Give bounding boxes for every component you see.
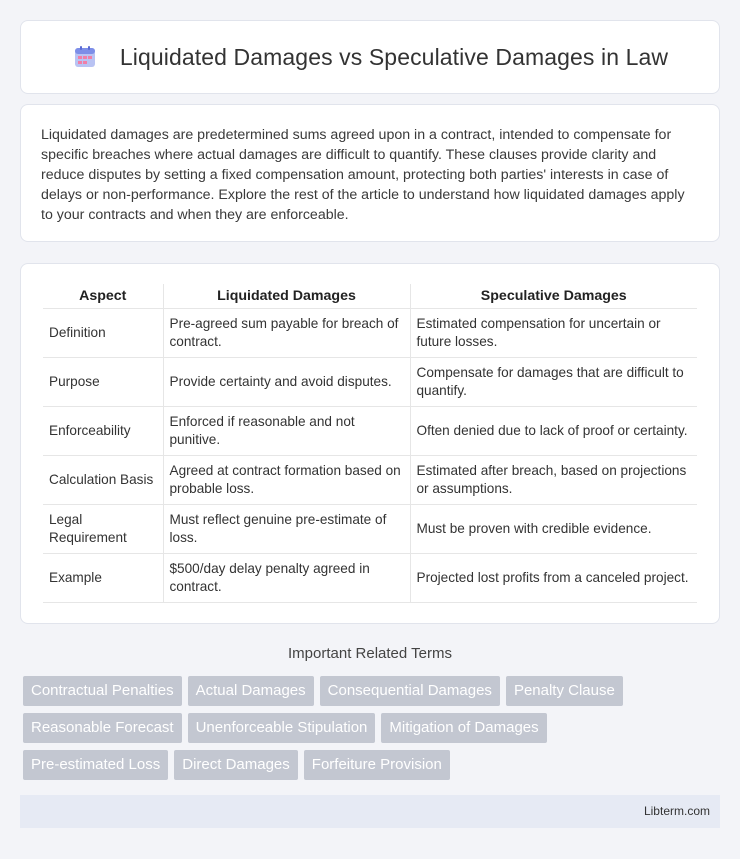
table-row (43, 553, 697, 602)
comparison-table (43, 284, 697, 603)
related-term-tag[interactable]: Unenforceable Stipulation (188, 713, 376, 743)
footer (20, 795, 720, 828)
cell-aspect: Example (43, 553, 163, 602)
cell-liquidated: Pre-agreed sum payable for breach of contract. (163, 308, 410, 357)
header-speculative: Speculative Damages (410, 284, 697, 308)
page-title: Liquidated Damages vs Speculative Damages in Law (119, 43, 669, 70)
cell-liquidated: $500/day delay penalty agreed in contract. (163, 553, 410, 602)
cell-aspect: Enforceability (43, 406, 163, 455)
tag-row (23, 713, 723, 743)
cell-aspect: Legal Requirement (43, 504, 163, 553)
cell-liquidated: Must reflect genuine pre-estimate of loss. (163, 504, 410, 553)
cell-speculative: Projected lost profits from a canceled project. (410, 553, 697, 602)
table-row (43, 308, 697, 357)
cell-speculative: Often denied due to lack of proof or certainty. (410, 406, 697, 455)
related-terms-list (23, 676, 723, 787)
cell-liquidated: Provide certainty and avoid disputes. (163, 357, 410, 406)
header-card (20, 20, 720, 94)
table-row (43, 406, 697, 455)
calendar-icon (72, 44, 98, 70)
cell-aspect: Calculation Basis (43, 455, 163, 504)
table-row (43, 504, 697, 553)
cell-aspect: Purpose (43, 357, 163, 406)
related-term-tag[interactable]: Penalty Clause (506, 676, 623, 706)
tag-row (23, 750, 723, 780)
related-term-tag[interactable]: Actual Damages (188, 676, 314, 706)
intro-card (20, 104, 720, 242)
cell-liquidated: Enforced if reasonable and not punitive. (163, 406, 410, 455)
table-row (43, 357, 697, 406)
cell-liquidated: Agreed at contract formation based on probable loss. (163, 455, 410, 504)
header-liquidated: Liquidated Damages (163, 284, 410, 308)
related-term-tag[interactable]: Pre-estimated Loss (23, 750, 168, 780)
cell-aspect: Definition (43, 308, 163, 357)
cell-speculative: Estimated compensation for uncertain or future losses. (410, 308, 697, 357)
related-term-tag[interactable]: Direct Damages (174, 750, 298, 780)
intro-paragraph: Liquidated damages are predetermined sums agreed upon in a contract, intended to compensate for specific breaches where actual damages are difficult to quantify. These clauses provide clarity and reduce disputes by setting a fixed compensation amount, protecting both parties' interests in case of delays or non-performance. Explore the rest of the article to understand how liquidated damages apply to your contracts and when they are enforceable. (41, 127, 685, 223)
related-term-tag[interactable]: Consequential Damages (320, 676, 500, 706)
cell-speculative: Must be proven with credible evidence. (410, 504, 697, 553)
related-term-tag[interactable]: Contractual Penalties (23, 676, 182, 706)
table-row (43, 455, 697, 504)
related-term-tag[interactable]: Reasonable Forecast (23, 713, 182, 743)
footer-site-link[interactable]: Libterm.com (643, 804, 710, 818)
cell-speculative: Estimated after breach, based on projections or assumptions. (410, 455, 697, 504)
cell-speculative: Compensate for damages that are difficult to quantify. (410, 357, 697, 406)
related-terms-title: Important Related Terms (288, 645, 452, 662)
tag-row (23, 676, 723, 706)
related-term-tag[interactable]: Forfeiture Provision (304, 750, 450, 780)
table-header-row (43, 284, 697, 308)
related-term-tag[interactable]: Mitigation of Damages (381, 713, 546, 743)
comparison-table-card (20, 263, 720, 624)
header-aspect: Aspect (43, 284, 163, 308)
